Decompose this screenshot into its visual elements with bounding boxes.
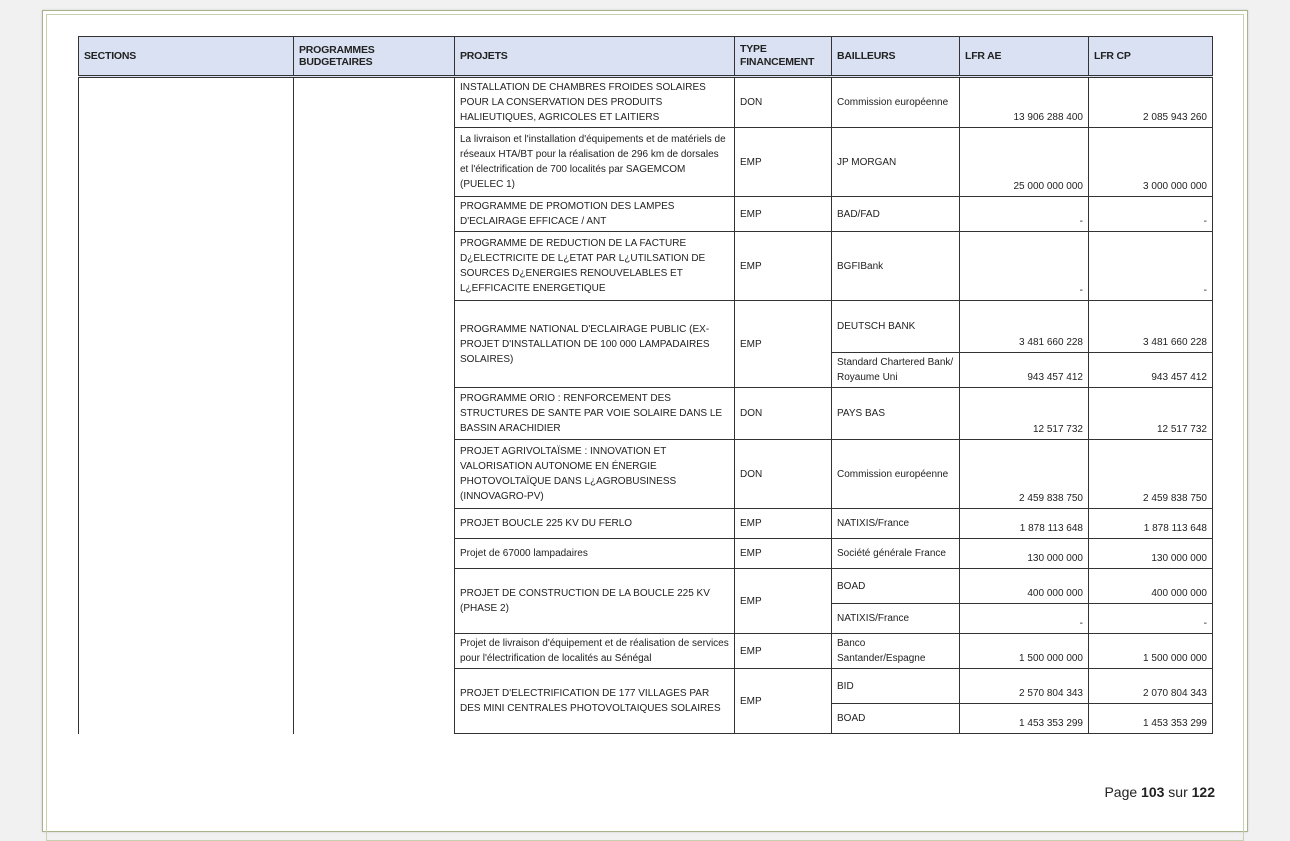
- bailleur-cell: BID: [832, 669, 960, 704]
- bailleur-cell: JP MORGAN: [832, 128, 960, 197]
- header-type-financement: TYPE FINANCEMENT: [735, 37, 832, 77]
- lfr-ae-cell: 2 459 838 750: [960, 440, 1089, 509]
- lfr-ae-cell: 12 517 732: [960, 388, 1089, 440]
- page-current: 103: [1141, 784, 1165, 800]
- section-cell: [79, 77, 294, 734]
- lfr-cp-cell: 943 457 412: [1089, 353, 1213, 388]
- lfr-ae-cell: 1 453 353 299: [960, 704, 1089, 734]
- lfr-ae-cell: 13 906 288 400: [960, 77, 1089, 128]
- page-label: Page: [1104, 784, 1138, 800]
- page-number: [1104, 784, 1215, 800]
- programme-cell: [294, 77, 455, 734]
- lfr-cp-cell: 2 459 838 750: [1089, 440, 1213, 509]
- lfr-cp-cell: 1 500 000 000: [1089, 634, 1213, 669]
- type-financement-cell: EMP: [735, 669, 832, 734]
- header-bailleurs: BAILLEURS: [832, 37, 960, 77]
- table-header-row: [79, 37, 1213, 77]
- budget-table: [78, 36, 1213, 734]
- lfr-ae-cell: 25 000 000 000: [960, 128, 1089, 197]
- projet-cell: La livraison et l'installation d'équipements et de matériels de réseaux HTA/BT pour la réalisation de 296 km de dorsales et l'électrification de 700 localités par SAGEMCOM (PUELEC 1): [455, 128, 735, 197]
- type-financement-cell: EMP: [735, 634, 832, 669]
- lfr-cp-cell: 130 000 000: [1089, 539, 1213, 569]
- lfr-ae-cell: 130 000 000: [960, 539, 1089, 569]
- projet-cell: INSTALLATION DE CHAMBRES FROIDES SOLAIRES POUR LA CONSERVATION DES PRODUITS HALIEUTIQUES, AGRICOLES ET LAITIERS: [455, 77, 735, 128]
- projet-cell: PROGRAMME NATIONAL D'ECLAIRAGE PUBLIC (EX-PROJET D'INSTALLATION DE 100 000 LAMPADAIRES SOLAIRES): [455, 301, 735, 388]
- projet-cell: PROJET DE CONSTRUCTION DE LA BOUCLE 225 KV (PHASE 2): [455, 569, 735, 634]
- type-financement-cell: DON: [735, 388, 832, 440]
- projet-cell: PROJET BOUCLE 225 KV DU FERLO: [455, 509, 735, 539]
- header-projets: PROJETS: [455, 37, 735, 77]
- type-financement-cell: EMP: [735, 569, 832, 634]
- lfr-cp-cell: -: [1089, 197, 1213, 232]
- bailleur-cell: NATIXIS/France: [832, 509, 960, 539]
- bailleur-cell: DEUTSCH BANK: [832, 301, 960, 353]
- type-financement-cell: EMP: [735, 539, 832, 569]
- type-financement-cell: EMP: [735, 301, 832, 388]
- header-lfr-ae: LFR AE: [960, 37, 1089, 77]
- type-financement-cell: DON: [735, 440, 832, 509]
- lfr-ae-cell: 3 481 660 228: [960, 301, 1089, 353]
- type-financement-cell: EMP: [735, 197, 832, 232]
- lfr-cp-cell: 3 000 000 000: [1089, 128, 1213, 197]
- lfr-ae-cell: 2 570 804 343: [960, 669, 1089, 704]
- bailleur-cell: PAYS BAS: [832, 388, 960, 440]
- bailleur-cell: BOAD: [832, 704, 960, 734]
- header-sections: SECTIONS: [79, 37, 294, 77]
- lfr-cp-cell: 1 453 353 299: [1089, 704, 1213, 734]
- projet-cell: Projet de 67000 lampadaires: [455, 539, 735, 569]
- lfr-cp-cell: 2 070 804 343: [1089, 669, 1213, 704]
- lfr-cp-cell: 1 878 113 648: [1089, 509, 1213, 539]
- type-financement-cell: EMP: [735, 232, 832, 301]
- bailleur-cell: Banco Santander/Espagne: [832, 634, 960, 669]
- lfr-cp-cell: 400 000 000: [1089, 569, 1213, 604]
- header-lfr-cp: LFR CP: [1089, 37, 1213, 77]
- bailleur-cell: Commission européenne: [832, 440, 960, 509]
- page-sur: sur: [1168, 784, 1188, 800]
- projet-cell: PROJET D'ELECTRIFICATION DE 177 VILLAGES PAR DES MINI CENTRALES PHOTOVOLTAIQUES SOLAIRES: [455, 669, 735, 734]
- bailleur-cell: Standard Chartered Bank/ Royaume Uni: [832, 353, 960, 388]
- projet-cell: Projet de livraison d'équipement et de réalisation de services pour l'électrification de localités au Sénégal: [455, 634, 735, 669]
- bailleur-cell: BAD/FAD: [832, 197, 960, 232]
- lfr-ae-cell: 1 500 000 000: [960, 634, 1089, 669]
- projet-cell: PROGRAMME ORIO : RENFORCEMENT DES STRUCTURES DE SANTE PAR VOIE SOLAIRE DANS LE BASSIN ARACHIDIER: [455, 388, 735, 440]
- lfr-ae-cell: 1 878 113 648: [960, 509, 1089, 539]
- lfr-ae-cell: -: [960, 604, 1089, 634]
- lfr-cp-cell: 2 085 943 260: [1089, 77, 1213, 128]
- page-total: 122: [1191, 784, 1215, 800]
- projet-cell: PROGRAMME DE PROMOTION DES LAMPES D'ECLAIRAGE EFFICACE / ANT: [455, 197, 735, 232]
- lfr-cp-cell: 3 481 660 228: [1089, 301, 1213, 353]
- type-financement-cell: DON: [735, 77, 832, 128]
- lfr-cp-cell: -: [1089, 604, 1213, 634]
- header-programmes: PROGRAMMES BUDGETAIRES: [294, 37, 455, 77]
- lfr-ae-cell: -: [960, 197, 1089, 232]
- lfr-ae-cell: -: [960, 232, 1089, 301]
- projet-cell: PROGRAMME DE REDUCTION DE LA FACTURE D¿ELECTRICITE DE L¿ETAT PAR L¿UTILSATION DE SOURCES D¿ENERGIES RENOUVELABLES ET L¿EFFICACITE ENERGETIQUE: [455, 232, 735, 301]
- type-financement-cell: EMP: [735, 509, 832, 539]
- bailleur-cell: NATIXIS/France: [832, 604, 960, 634]
- bailleur-cell: Commission européenne: [832, 77, 960, 128]
- bailleur-cell: BGFIBank: [832, 232, 960, 301]
- lfr-cp-cell: -: [1089, 232, 1213, 301]
- table-row: [79, 77, 1213, 128]
- table-body: [79, 77, 1213, 734]
- projet-cell: PROJET AGRIVOLTAÏSME : INNOVATION ET VALORISATION AUTONOME EN ÉNERGIE PHOTOVOLTAÏQUE DANS L¿AGROBUSINESS (INNOVAGRO-PV): [455, 440, 735, 509]
- lfr-cp-cell: 12 517 732: [1089, 388, 1213, 440]
- type-financement-cell: EMP: [735, 128, 832, 197]
- bailleur-cell: BOAD: [832, 569, 960, 604]
- lfr-ae-cell: 943 457 412: [960, 353, 1089, 388]
- document-page: [42, 10, 1248, 832]
- bailleur-cell: Société générale France: [832, 539, 960, 569]
- lfr-ae-cell: 400 000 000: [960, 569, 1089, 604]
